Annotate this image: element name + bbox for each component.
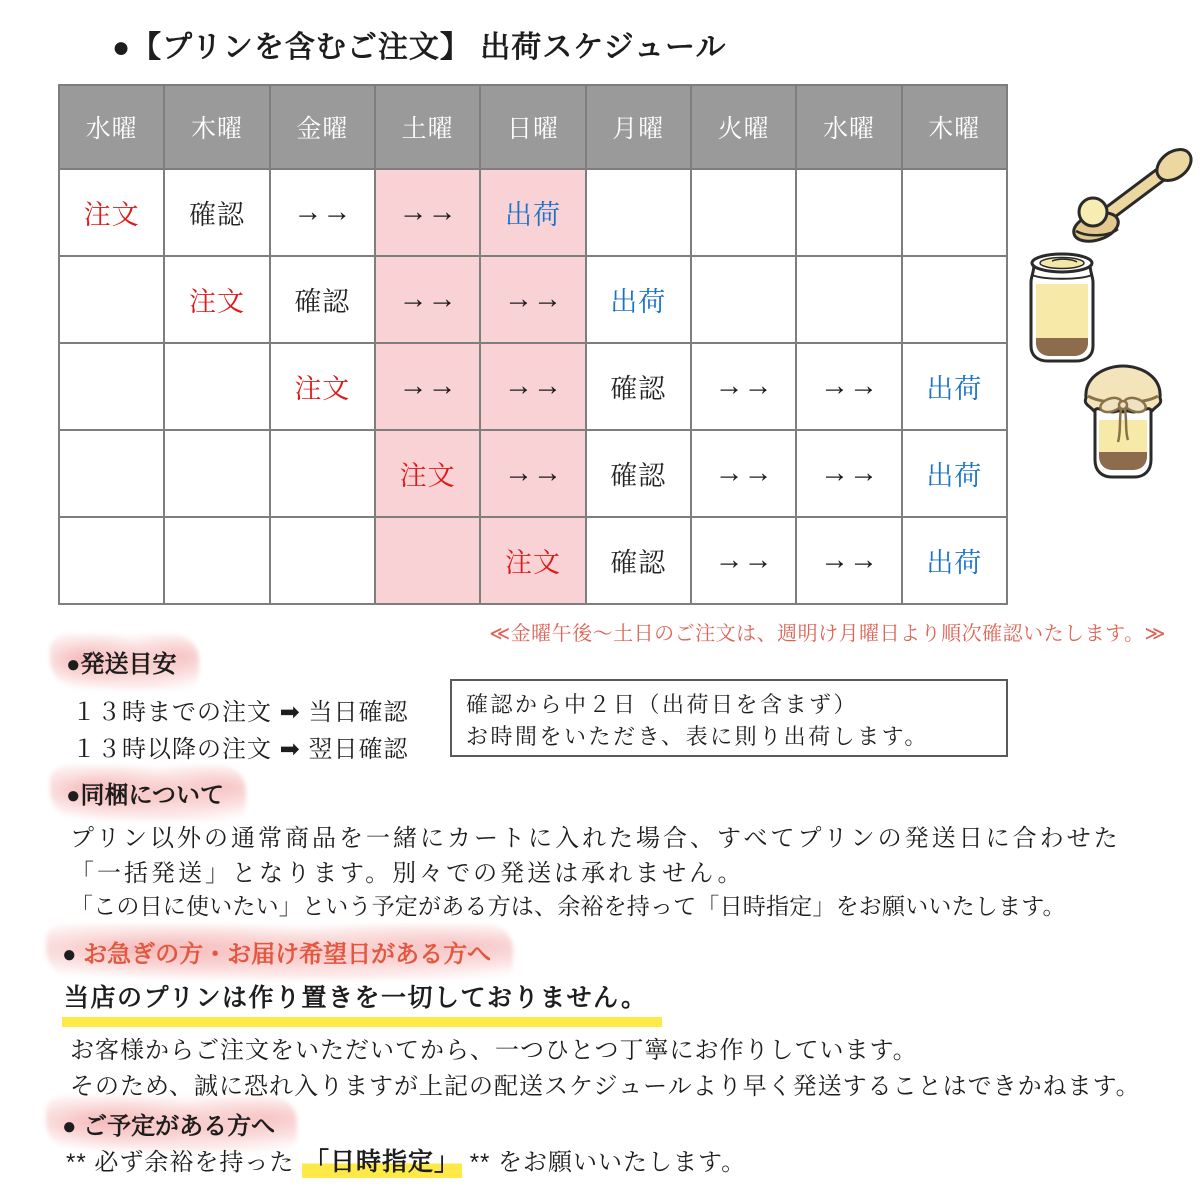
day-header-cell: 日曜: [480, 85, 585, 169]
day-header-cell: 水曜: [59, 85, 164, 169]
transit-arrow-cell: →→: [375, 169, 480, 256]
empty-cell: [796, 256, 901, 343]
transit-arrow-cell: →→: [691, 343, 796, 430]
empty-cell: [164, 517, 269, 604]
transit-arrow-cell: →→: [375, 343, 480, 430]
ship-cell: 出荷: [902, 517, 1007, 604]
ship-cell: 出荷: [902, 343, 1007, 430]
section-heading-plans: ● ご予定がある方へ: [62, 1106, 275, 1141]
day-header-cell: 水曜: [796, 85, 901, 169]
empty-cell: [375, 517, 480, 604]
day-header-cell: 火曜: [691, 85, 796, 169]
bundling-line-3: 「この日に使いたい」という予定がある方は、余裕を持って「日時指定」をお願いいたします。: [70, 893, 1066, 919]
rush-heading-text: お急ぎの方・お届け希望日がある方へ: [83, 941, 492, 968]
pudding-jar-covered-icon: [1078, 360, 1168, 485]
estimate-box-line2: お時間をいただき、表に則り出荷します。: [466, 723, 929, 749]
section-heading-rush: [62, 934, 491, 969]
transit-arrow-cell: →→: [270, 169, 375, 256]
transit-arrow-cell: →→: [480, 430, 585, 517]
confirm-cell: 確認: [270, 256, 375, 343]
ship-cell: 出荷: [586, 256, 691, 343]
date-designation-highlight: 「日時指定」: [304, 1148, 461, 1176]
confirm-cell: 確認: [586, 430, 691, 517]
order-cell: 注文: [164, 256, 269, 343]
transit-arrow-cell: →→: [480, 343, 585, 430]
bundling-line-1: プリン以外の通常商品を一緒にカートに入れた場合、すべてプリンの発送日に合わせた: [70, 825, 1121, 852]
rush-line-1: お客様からご注文をいただいてから、一つひとつ丁寧にお作りしています。: [70, 1037, 918, 1064]
day-header-cell: 土曜: [375, 85, 480, 169]
estimate-note-box: [450, 679, 1008, 757]
order-cell: 注文: [480, 517, 585, 604]
shipping-rule-before-13: １３時までの注文 ➡ 当日確認: [72, 699, 409, 726]
plans-suffix: ** をお願いいたします。: [462, 1149, 747, 1176]
bullet-icon: ●: [62, 941, 77, 968]
shipping-schedule-table: [58, 84, 1008, 605]
empty-cell: [796, 169, 901, 256]
section-heading-shipping-estimate: ●発送目安: [66, 644, 177, 679]
empty-cell: [691, 256, 796, 343]
ship-cell: 出荷: [902, 430, 1007, 517]
rush-line-2: そのため、誠に恐れ入りますが上記の配送スケジュールより早く発送することはできかねます。: [70, 1073, 1141, 1100]
empty-cell: [59, 430, 164, 517]
confirm-cell: 確認: [586, 343, 691, 430]
order-cell: 注文: [59, 169, 164, 256]
transit-arrow-cell: →→: [375, 256, 480, 343]
plans-prefix: ** 必ず余裕を持った: [66, 1149, 303, 1176]
date-designation-line: [66, 1142, 746, 1178]
weekend-order-note: ≪金曜午後〜土日のご注文は、週明け月曜日より順次確認いたします。≫: [489, 623, 1166, 645]
empty-cell: [59, 256, 164, 343]
empty-cell: [164, 343, 269, 430]
bundling-line-2: 「一括発送」となります。別々での発送は承れません。: [70, 860, 745, 887]
confirm-cell: 確認: [586, 517, 691, 604]
empty-cell: [586, 169, 691, 256]
transit-arrow-cell: →→: [691, 430, 796, 517]
empty-cell: [59, 343, 164, 430]
estimate-box-line1: 確認から中２日（出荷日を含まず）: [466, 692, 859, 717]
day-header-cell: 月曜: [586, 85, 691, 169]
empty-cell: [902, 256, 1007, 343]
day-header-cell: 金曜: [270, 85, 375, 169]
transit-arrow-cell: →→: [796, 430, 901, 517]
order-cell: 注文: [270, 343, 375, 430]
empty-cell: [270, 517, 375, 604]
empty-cell: [691, 169, 796, 256]
spoon-icon: [1058, 145, 1198, 253]
order-cell: 注文: [375, 430, 480, 517]
section-heading-bundling: ●同梱について: [66, 775, 224, 810]
transit-arrow-cell: →→: [796, 343, 901, 430]
empty-cell: [59, 517, 164, 604]
no-premade-claim: 当店のプリンは作り置きを一切しておりません。: [64, 978, 648, 1020]
empty-cell: [164, 430, 269, 517]
transit-arrow-cell: →→: [796, 517, 901, 604]
page-title: ●【プリンを含むご注文】 出荷スケジュール: [112, 31, 727, 64]
ship-cell: 出荷: [480, 169, 585, 256]
shipping-rule-after-13: １３時以降の注文 ➡ 翌日確認: [72, 736, 409, 763]
day-header-cell: 木曜: [902, 85, 1007, 169]
transit-arrow-cell: →→: [480, 256, 585, 343]
empty-cell: [902, 169, 1007, 256]
empty-cell: [270, 430, 375, 517]
confirm-cell: 確認: [164, 169, 269, 256]
pudding-jar-open-icon: [1022, 250, 1102, 365]
transit-arrow-cell: →→: [691, 517, 796, 604]
day-header-cell: 木曜: [164, 85, 269, 169]
